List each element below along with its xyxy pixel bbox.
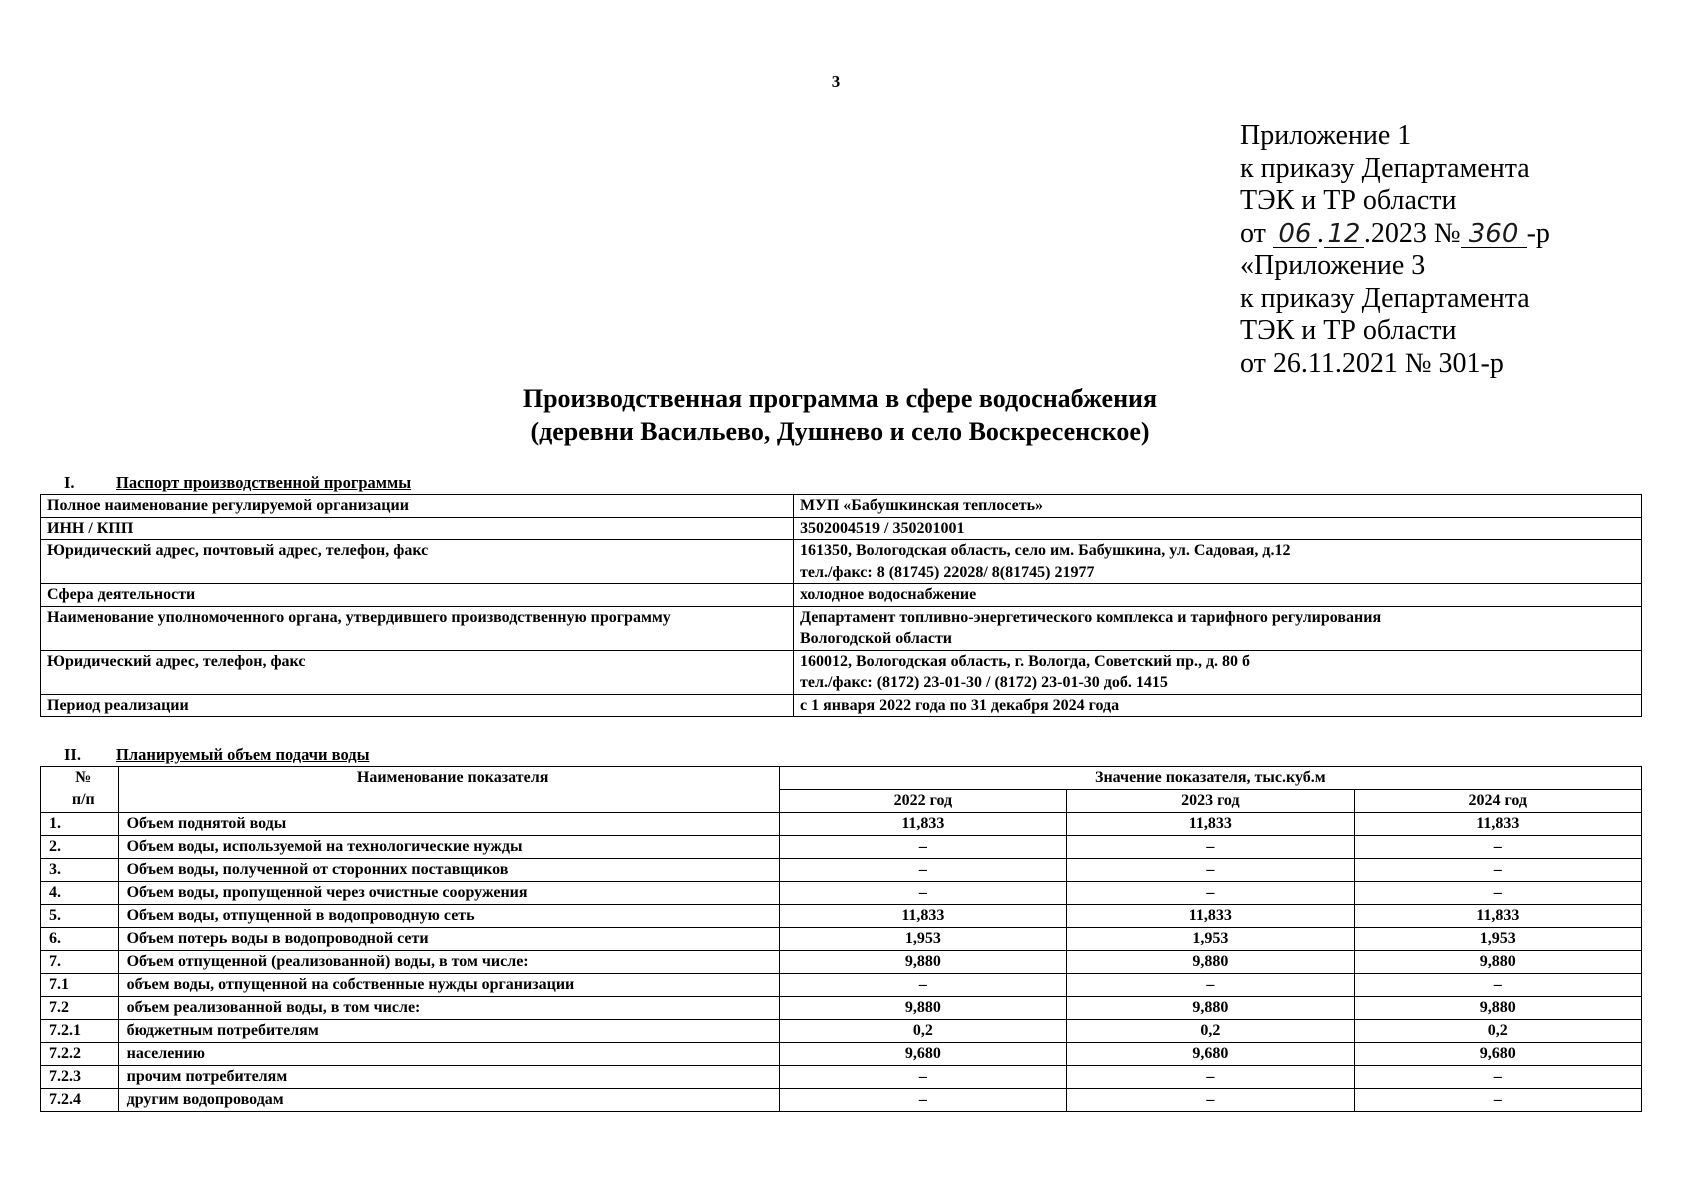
table-row xyxy=(41,1066,1642,1089)
section-1-number: I. xyxy=(64,473,75,492)
passport-value xyxy=(794,606,1642,650)
passport-label: Полное наименование регулируемой организации xyxy=(41,495,794,518)
passport-label: Юридический адрес, почтовый адрес, телефон, факс xyxy=(41,540,794,584)
passport-table xyxy=(40,494,1642,717)
table-row xyxy=(41,1020,1642,1043)
value-2023: 9,680 xyxy=(1067,1043,1354,1066)
appendix-order-suffix: -р xyxy=(1526,217,1550,249)
table-row xyxy=(41,997,1642,1020)
row-number: 7.2.1 xyxy=(41,1020,119,1043)
header-year-2023: 2023 год xyxy=(1067,790,1354,813)
indicator-name: населению xyxy=(118,1043,779,1066)
value-2022: – xyxy=(779,859,1066,882)
appendix-block xyxy=(1240,120,1550,380)
value-2024: – xyxy=(1354,859,1641,882)
value-2024: – xyxy=(1354,974,1641,997)
value-2022: – xyxy=(779,1089,1066,1112)
indicator-name: Объем воды, пропущенной через очистные сооружения xyxy=(118,882,779,905)
value-2023: – xyxy=(1067,974,1354,997)
appendix-line-1: Приложение 1 xyxy=(1240,120,1412,151)
passport-value xyxy=(794,495,1642,518)
value-2022: 0,2 xyxy=(779,1020,1066,1043)
appendix-line-5: «Приложение 3 xyxy=(1240,250,1426,281)
value-2023: 9,880 xyxy=(1067,951,1354,974)
table-row xyxy=(41,905,1642,928)
value-2022: 11,833 xyxy=(779,905,1066,928)
section-2-number: II. xyxy=(64,745,81,764)
indicator-name: Объем воды, отпущенной в водопроводную сеть xyxy=(118,905,779,928)
row-number: 5. xyxy=(41,905,119,928)
indicator-name: объем реализованной воды, в том числе: xyxy=(118,997,779,1020)
section-2-title: Планируемый объем подачи воды xyxy=(116,745,370,764)
appendix-line-8: от 26.11.2021 № 301-р xyxy=(1240,347,1504,379)
table-row xyxy=(41,606,1642,650)
passport-value xyxy=(794,650,1642,694)
indicator-name: прочим потребителям xyxy=(118,1066,779,1089)
value-2024: – xyxy=(1354,1089,1641,1112)
passport-value-line-1: Департамент топливно-энергетического комплекса и тарифного регулирования xyxy=(800,608,1382,626)
table-row xyxy=(41,495,1642,518)
passport-value-line-1: 3502004519 / 350201001 xyxy=(800,519,965,537)
value-2022: 9,680 xyxy=(779,1043,1066,1066)
passport-value-line-1: 160012, Вологодская область, г. Вологда, Советский пр., д. 80 б xyxy=(800,652,1251,670)
document-title-line-1: Производственная программа в сфере водоснабжения xyxy=(522,384,1158,413)
value-2023: – xyxy=(1067,1089,1354,1112)
handwritten-order-number: 360 xyxy=(1461,221,1527,248)
passport-label: Период реализации xyxy=(41,694,794,717)
appendix-line-7: ТЭК и ТР области xyxy=(1240,315,1457,346)
value-2023: 11,833 xyxy=(1067,905,1354,928)
table-row xyxy=(41,540,1642,584)
row-number: 7. xyxy=(41,951,119,974)
appendix-line-2: к приказу Департамента xyxy=(1240,152,1530,184)
passport-label: Сфера деятельности xyxy=(41,584,794,607)
indicator-name: объем воды, отпущенной на собственные нужды организации xyxy=(118,974,779,997)
row-number: 7.2.3 xyxy=(41,1066,119,1089)
value-2023: 1,953 xyxy=(1067,928,1354,951)
value-2024: 9,680 xyxy=(1354,1043,1641,1066)
appendix-line-6: к приказу Департамента xyxy=(1240,282,1530,314)
indicator-name: бюджетным потребителям xyxy=(118,1020,779,1043)
value-2022: 11,833 xyxy=(779,813,1066,836)
passport-label: Юридический адрес, телефон, факс xyxy=(41,650,794,694)
passport-value-line-1: МУП «Бабушкинская теплосеть» xyxy=(800,497,1044,514)
value-2022: – xyxy=(779,836,1066,859)
value-2024: 11,833 xyxy=(1354,813,1641,836)
value-2023: 0,2 xyxy=(1067,1020,1354,1043)
value-2024: – xyxy=(1354,836,1641,859)
header-year-2022: 2022 год xyxy=(779,790,1066,813)
value-2022: – xyxy=(779,974,1066,997)
appendix-line-4: от 06 . 12 .2023 № 360 -р xyxy=(1240,217,1550,249)
value-2024: – xyxy=(1354,882,1641,905)
table-row xyxy=(41,951,1642,974)
table-row xyxy=(41,650,1642,694)
passport-value xyxy=(794,540,1642,584)
value-2022: – xyxy=(779,882,1066,905)
value-2022: – xyxy=(779,1066,1066,1089)
passport-label: ИНН / КПП xyxy=(41,517,794,540)
document-title-line-2: (деревни Васильево, Душнево и село Воскресенское) xyxy=(530,417,1150,446)
row-number: 7.2.2 xyxy=(41,1043,119,1066)
value-2024: 0,2 xyxy=(1354,1020,1641,1043)
passport-value-line-1: 161350, Вологодская область, село им. Бабушкина, ул. Садовая, д.12 xyxy=(800,542,1291,559)
header-num-line-2: п/п xyxy=(71,791,95,808)
indicator-name: Объем поднятой воды xyxy=(118,813,779,836)
row-number: 3. xyxy=(41,859,119,882)
section-1-heading xyxy=(64,473,411,493)
value-2023: – xyxy=(1067,882,1354,905)
header-indicator-name: Наименование показателя xyxy=(118,767,779,813)
value-2022: 9,880 xyxy=(779,951,1066,974)
handwritten-month: 12 xyxy=(1324,221,1364,248)
passport-value xyxy=(794,517,1642,540)
passport-value-line-2: Вологодской области xyxy=(800,630,953,647)
passport-value-line-1: холодное водоснабжение xyxy=(800,586,977,603)
appendix-date-year: .2023 № xyxy=(1363,217,1461,249)
value-2024: 9,880 xyxy=(1354,997,1641,1020)
header-year-2024: 2024 год xyxy=(1354,790,1641,813)
passport-value xyxy=(794,584,1642,607)
passport-value-line-2: тел./факс: (8172) 23-01-30 / (8172) 23-01-30 доб. 1415 xyxy=(800,674,1168,691)
row-number: 7.1 xyxy=(41,974,119,997)
value-2023: 9,880 xyxy=(1067,997,1354,1020)
value-2024: 9,880 xyxy=(1354,951,1641,974)
water-volume-table xyxy=(40,766,1642,1112)
indicator-name: Объем воды, используемой на технологические нужды xyxy=(118,836,779,859)
header-value-group: Значение показателя, тыс.куб.м xyxy=(779,767,1641,790)
passport-label: Наименование уполномоченного органа, утвердившего производственную программу xyxy=(41,606,794,650)
value-2023: – xyxy=(1067,836,1354,859)
table-row xyxy=(41,974,1642,997)
value-2024: 1,953 xyxy=(1354,928,1641,951)
passport-value xyxy=(794,694,1642,717)
table-row xyxy=(41,859,1642,882)
section-1-title: Паспорт производственной программы xyxy=(116,473,412,492)
table-row xyxy=(41,584,1642,607)
row-number: 6. xyxy=(41,928,119,951)
value-2024: 11,833 xyxy=(1354,905,1641,928)
row-number: 7.2.4 xyxy=(41,1089,119,1112)
header-num xyxy=(41,767,119,813)
value-2022: 9,880 xyxy=(779,997,1066,1020)
indicator-name: другим водопроводам xyxy=(118,1089,779,1112)
table-row xyxy=(41,813,1642,836)
appendix-line-3: ТЭК и ТР области xyxy=(1240,185,1457,216)
table-row xyxy=(41,1089,1642,1112)
document-title xyxy=(0,382,1680,448)
table-row xyxy=(41,517,1642,540)
passport-value-line-1: с 1 января 2022 года по 31 декабря 2024 года xyxy=(800,696,1120,714)
indicator-name: Объем воды, полученной от сторонних поставщиков xyxy=(118,859,779,882)
value-2024: – xyxy=(1354,1066,1641,1089)
table-row xyxy=(41,928,1642,951)
row-number: 1. xyxy=(41,813,119,836)
header-num-line-1: № xyxy=(75,769,92,786)
value-2023: – xyxy=(1067,1066,1354,1089)
section-2-heading xyxy=(64,745,370,765)
table-row xyxy=(41,694,1642,717)
passport-value-line-2: тел./факс: 8 (81745) 22028/ 8(81745) 21977 xyxy=(800,563,1095,581)
row-number: 7.2 xyxy=(41,997,119,1020)
row-number: 2. xyxy=(41,836,119,859)
page-number: 3 xyxy=(831,72,841,91)
indicator-name: Объем потерь воды в водопроводной сети xyxy=(118,928,779,951)
table-row xyxy=(41,882,1642,905)
handwritten-day: 06 xyxy=(1273,221,1317,248)
table-row xyxy=(41,1043,1642,1066)
value-2023: – xyxy=(1067,859,1354,882)
value-2022: 1,953 xyxy=(779,928,1066,951)
appendix-date-prefix: от xyxy=(1240,217,1266,249)
value-2023: 11,833 xyxy=(1067,813,1354,836)
table-header-row xyxy=(41,767,1642,790)
table-row xyxy=(41,836,1642,859)
indicator-name: Объем отпущенной (реализованной) воды, в том числе: xyxy=(118,951,779,974)
row-number: 4. xyxy=(41,882,119,905)
